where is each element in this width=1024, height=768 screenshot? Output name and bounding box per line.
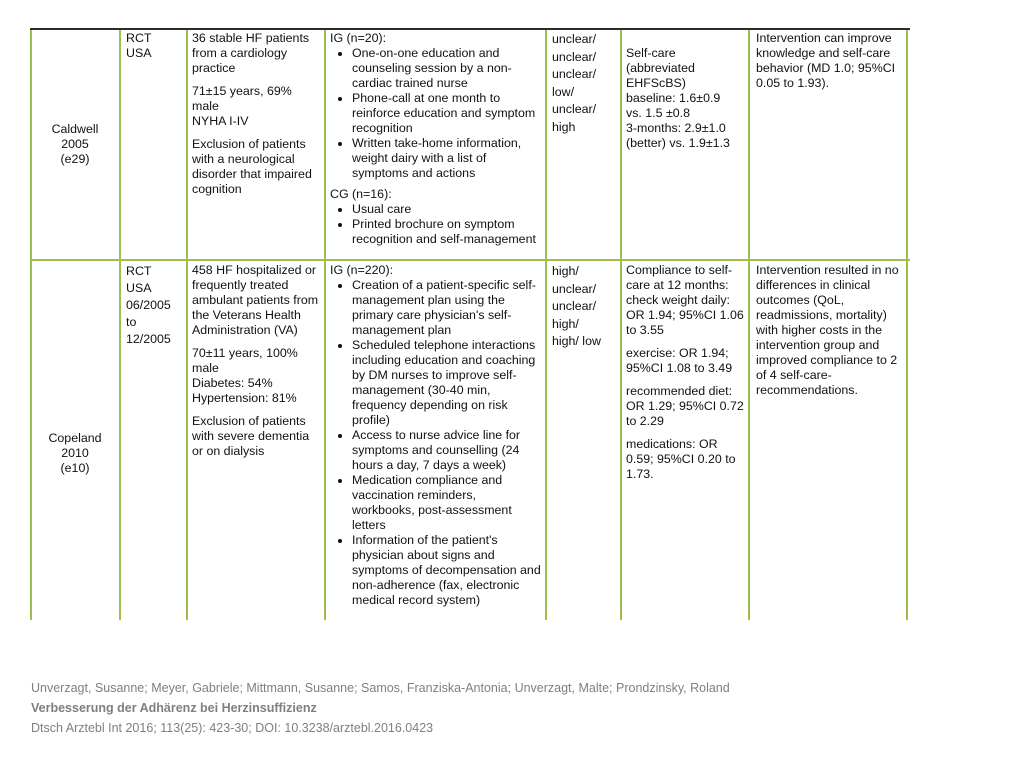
study-year: 2005 xyxy=(61,137,89,151)
list-item: • Medication compliance and vaccination reminders, workbooks, post-assessment letters xyxy=(352,473,542,533)
intervention-group xyxy=(330,263,542,608)
list-item: • Written take-home information, weight dairy with a list of symptoms and actions xyxy=(352,136,542,181)
population-text: Exclusion of patients with a neurological disorder that impaired cognition xyxy=(192,137,312,196)
group-label: IG (n=220): xyxy=(330,263,394,277)
outcome-cell xyxy=(626,31,746,166)
column-divider xyxy=(186,28,188,620)
intervention-cell xyxy=(330,31,542,247)
list-item: • Usual care xyxy=(352,202,542,217)
list-item: • Creation of a patient-specific self-management plan using the primary care physician's self-management plan xyxy=(352,278,542,338)
bias-line: unclear/ xyxy=(552,49,597,64)
outcome-text: recommended diet: OR 1.29; 95%CI 0.72 to 2.29 xyxy=(626,384,744,428)
design-line: USA xyxy=(126,46,152,60)
study-cell xyxy=(34,122,116,167)
bias-line: unclear/ xyxy=(552,32,597,46)
bias-line: unclear/ xyxy=(552,102,597,116)
table-border-right xyxy=(906,28,908,620)
design-line: to xyxy=(126,315,137,329)
table-top-rule xyxy=(30,28,910,30)
footer-citation: Dtsch Arztebl Int 2016; 113(25): 423-30; DOI: 10.3238/arztebl.2016.0423 xyxy=(31,721,434,735)
study-author: Copeland xyxy=(48,431,102,445)
intervention-group xyxy=(330,31,542,181)
list-item: • Scheduled telephone interactions including education and coaching by DM nurses to improve self-management (30-40 min, frequency depending on risk profile) xyxy=(352,338,542,428)
bias-line: unclear/ xyxy=(552,281,597,296)
study-author: Caldwell xyxy=(51,122,99,136)
column-divider xyxy=(324,28,326,620)
control-group xyxy=(330,187,542,247)
design-line: RCT xyxy=(126,31,152,45)
conclusion-text: Intervention resulted in no differences in clinical outcomes (QoL, readmissions, mortality) with higher costs in the intervention group and improved compliance to 2 of 4 self-care-recommendations. xyxy=(756,263,899,397)
bias-line: high xyxy=(552,119,576,134)
study-year: 2010 xyxy=(61,446,89,460)
list-item: • One-on-one education and counseling session by a non-cardiac trained nurse xyxy=(352,46,542,91)
list-item: • Access to nurse advice line for symptoms and counselling (24 hours a day, 7 days a week) xyxy=(352,428,542,473)
design-cell xyxy=(126,31,182,61)
study-cell xyxy=(34,431,116,476)
intervention-cell xyxy=(330,263,542,608)
population-text: 36 stable HF patients from a cardiology practice xyxy=(192,31,310,75)
design-line: 12/2005 xyxy=(126,332,171,346)
population-text: 458 HF hospitalized or frequently treated ambulant patients from the Veterans Health Administration (VA) xyxy=(192,263,319,337)
design-line: USA xyxy=(126,281,152,295)
list-item: • Printed brochure on symptom recognition and self-management xyxy=(352,217,542,247)
bias-line: low/ xyxy=(552,84,575,99)
population-text: 71±15 years, 69% male NYHA I-IV xyxy=(192,84,292,128)
list-item: • Information of the patient's physician about signs and symptoms of decompensation and non-adherence (fax, electronic medical record system) xyxy=(352,533,542,608)
list-item: • Phone-call at one month to reinforce education and symptom recognition xyxy=(352,91,542,136)
bias-line: high/ xyxy=(552,264,579,278)
bias-line: high/ low xyxy=(552,334,601,348)
design-line: 06/2005 xyxy=(126,298,171,312)
group-label: CG (n=16): xyxy=(330,187,392,201)
outcome-text: medications: OR 0.59; 95%CI 0.20 to 1.73. xyxy=(626,437,736,481)
bias-line: high/ xyxy=(552,316,579,331)
column-divider xyxy=(620,28,622,620)
footer-authors: Unverzagt, Susanne; Meyer, Gabriele; Mittmann, Susanne; Samos, Franziska-Antonia; Unverzagt, Malte; Prondzinsky, Roland xyxy=(31,681,730,695)
citation-footer xyxy=(31,678,730,738)
design-line: RCT xyxy=(126,264,152,278)
population-text: Exclusion of patients with severe dementia or on dialysis xyxy=(192,414,310,458)
column-divider xyxy=(545,28,547,620)
design-cell xyxy=(126,263,182,348)
footer-title: Verbesserung der Adhärenz bei Herzinsuffizienz xyxy=(31,701,317,715)
study-table xyxy=(30,28,910,620)
population-cell xyxy=(192,263,322,467)
outcome-text: exercise: OR 1.94; 95%CI 1.08 to 3.49 xyxy=(626,346,733,375)
study-ref: (e29) xyxy=(60,152,90,166)
column-divider xyxy=(119,28,121,620)
bias-cell xyxy=(552,31,618,136)
study-ref: (e10) xyxy=(60,461,90,475)
outcome-cell xyxy=(626,263,746,490)
group-label: IG (n=20): xyxy=(330,31,387,45)
population-text: 70±11 years, 100% male Diabetes: 54% Hypertension: 81% xyxy=(192,346,298,405)
outcome-text: Self-care (abbreviated EHFScBS) baseline: 1.6±0.9 vs. 1.5 ±0.8 3-months: 2.9±1.0 (better) vs. 1.9±1.3 xyxy=(626,46,730,150)
conclusion-cell xyxy=(756,31,904,91)
outcome-text: Compliance to self-care at 12 months: check weight daily: OR 1.94; 95%CI 1.06 to 3.55 xyxy=(626,263,744,337)
column-divider xyxy=(748,28,750,620)
conclusion-text: Intervention can improve knowledge and self-care behavior (MD 1.0; 95%CI 0.05 to 1.93). xyxy=(756,31,896,90)
row-divider xyxy=(30,259,910,261)
bias-line: unclear/ xyxy=(552,299,597,313)
bias-cell xyxy=(552,263,618,351)
population-cell xyxy=(192,31,320,205)
bias-line: unclear/ xyxy=(552,67,597,81)
table-border-left xyxy=(30,28,32,620)
conclusion-cell xyxy=(756,263,904,398)
